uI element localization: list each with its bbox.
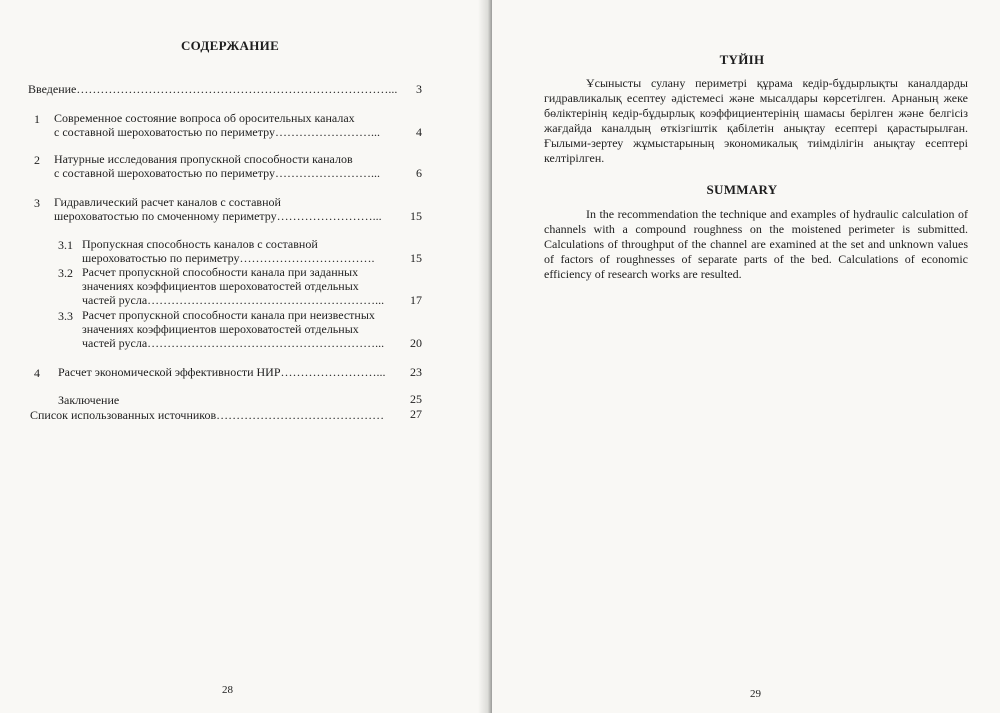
toc-entry-3 — [54, 195, 382, 223]
toc-entry-page: 6 — [416, 166, 422, 180]
toc-entry-number: 3.2 — [58, 266, 73, 280]
toc-entry-text: Список использованных источников…………………………………… — [30, 408, 385, 422]
toc-entry-2 — [54, 152, 380, 180]
toc-entry-line: Расчет пропускной способности канала при заданных — [82, 265, 359, 279]
toc-entry-number: 3 — [34, 196, 40, 210]
toc-entry-line: частей русла…………………………………………………... — [82, 336, 385, 350]
page-number-right: 29 — [750, 688, 761, 700]
toc-entry-3-2 — [82, 265, 384, 307]
toc-entry-page: 3 — [416, 82, 422, 96]
toc-entry-number: 2 — [34, 153, 40, 167]
toc-entry-line: значениях коэффициентов шероховатостей отдельных — [82, 322, 359, 336]
toc-entry-intro — [28, 82, 397, 96]
english-summary-title: SUMMARY — [706, 182, 778, 197]
toc-entry-line: значениях коэффициентов шероховатостей отдельных — [82, 279, 359, 293]
toc-entry-number: 4 — [34, 366, 40, 380]
toc-entry-number: 3.1 — [58, 238, 73, 252]
toc-entry-line: Современное состояние вопроса об оросительных каналах — [54, 111, 355, 125]
english-summary-text: In the recommendation the technique and examples of hydraulic calculation of channels with a compound roughness on the moistened perimeter is submitted. Calculations of throughput of the channel are examined at the set and unknown values of factors of roughnesses of separate parts of the bed. Calculations of economic efficiency of research works are resulted. — [544, 207, 968, 281]
toc-entry-line: частей русла…………………………………………………... — [82, 293, 385, 307]
toc-entry-conclusion — [58, 393, 119, 407]
toc-entry-text: Заключение — [58, 393, 120, 407]
toc-entry-line: Натурные исследования пропускной способности каналов — [54, 152, 353, 166]
toc-entry-3-1 — [82, 237, 374, 265]
toc-entry-page: 25 — [410, 392, 422, 406]
toc-entry-4 — [58, 365, 386, 379]
toc-entry-text: Расчет экономической эффективности НИР……………………... — [58, 365, 386, 379]
toc-entry-line: шероховатостью по смоченному периметру……………………... — [54, 209, 382, 223]
toc-entry-page: 27 — [410, 407, 422, 421]
toc-entry-line: Пропускная способность каналов с составной — [82, 237, 318, 251]
toc-entry-page: 20 — [410, 336, 422, 350]
toc-entry-line: Расчет пропускной способности канала при неизвестных — [82, 308, 375, 322]
toc-entry-references — [30, 408, 384, 422]
toc-entry-3-3 — [82, 308, 384, 350]
kazakh-summary-title: ТҮЙІН — [719, 52, 765, 67]
toc-entry-page: 4 — [416, 125, 422, 139]
toc-entry-page: 23 — [410, 365, 422, 379]
toc-entry-line: с составной шероховатостью по периметру……………………... — [54, 125, 380, 139]
toc-entry-page: 17 — [410, 293, 422, 307]
toc-entry-1 — [54, 111, 380, 139]
toc-entry-number: 3.3 — [58, 309, 73, 323]
kazakh-summary-text: Ұсынысты сулану периметрі құрама кедір-бұдырлықты каналдарды гидравликалық есептеу әдістемесі және мысалдары көрсетілген. Арнаның жеке бөліктерінің кедір-бұдырлық коэффициентерінің шамасы берілген және белгісіз жағдайда каналдың өткізгіштік қабілетін анықтау есептері қарастырылған. Ғылыми-зертеу жұмыстарының экономикалық тиімділігін анықтау есептері келтірілген. — [544, 76, 968, 165]
toc-entry-line: Гидравлический расчет каналов с составной — [54, 195, 281, 209]
toc-entry-text: Введение……………………………………………………………………... — [28, 82, 398, 96]
toc-entry-line: шероховатостью по периметру……………………………. — [82, 251, 375, 265]
toc-entry-number: 1 — [34, 112, 40, 126]
toc-entry-page: 15 — [410, 251, 422, 265]
page-number-left: 28 — [222, 684, 233, 696]
toc-entry-page: 15 — [410, 209, 422, 223]
toc-title: СОДЕРЖАНИЕ — [180, 38, 280, 53]
left-page — [0, 0, 488, 713]
right-page — [492, 0, 1000, 713]
toc-entry-line: с составной шероховатостью по периметру……………………... — [54, 166, 380, 180]
